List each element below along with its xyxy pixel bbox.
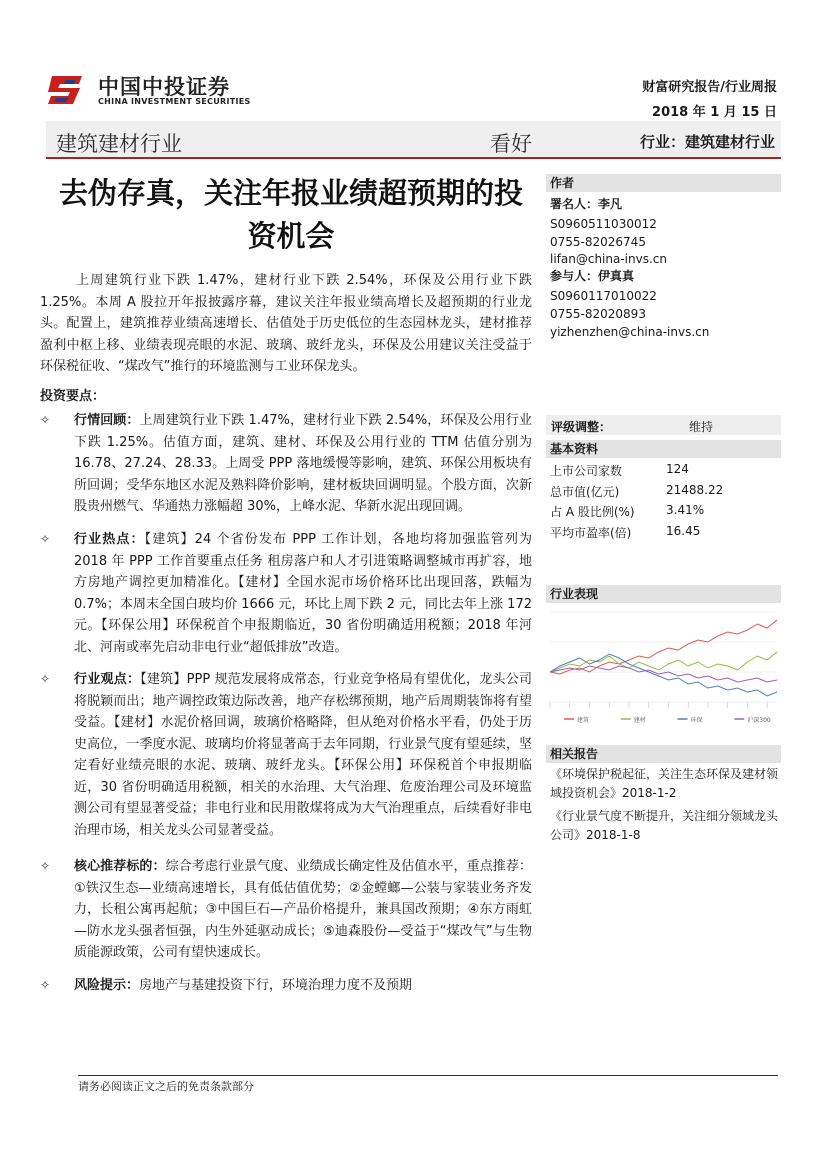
bullet-label: 风险提示： [74,978,140,993]
related-heading: 相关报告 [546,745,781,763]
series-line-环保 [550,654,777,696]
rating-label: 评级调整： [551,420,612,434]
diamond-bullet-icon: ✧ [40,859,51,873]
footer-divider [78,1075,778,1076]
company-logo [46,70,251,110]
related-report-1[interactable]: 《环境保护税起征，关注生态环保及建材领域投资机会》2018-1-2 [550,767,779,800]
fact-label-company-count: 上市公司家数 [550,464,623,478]
investment-points-heading: 投资要点： [40,389,106,404]
fact-value-a-share-ratio: 3.41% [666,503,705,517]
rating-value: 维持 [689,420,714,434]
series-line-沪深300 [550,666,777,682]
legend-label: 建筑 [577,717,590,724]
fact-label-a-share-ratio: 占 A 股比例(%) [550,505,635,519]
chart-heading: 行业表现 [546,585,781,603]
bullet-text: 【建筑】24 个省份发布 PPP 工作计划，各地均将加强监管列为 2018 年 PPP 工作首要重点任务 租房落户和人才引进策略调整城市再扩容，地方房地产调控更加精准化。【建材】全国水泥市场价格环比出现回落，跌幅为 0.7%；本周末全国白玻均价 1666 元，环比上周下跌 2 元，同比去年上涨 172 元。【环保公用】环保税首个申报期临近，30 省份明确适用税额；2018 年河北、河南或率先启动非电行业“超低排放”改造。 [74,532,532,655]
bullet-text: 房地产与基建投资下行，环境治理力度不及预期 [139,978,413,993]
fact-value-market-cap: 21488.22 [666,483,724,497]
legend-label: 环保 [690,717,703,724]
basics-heading: 基本资料 [546,440,781,458]
bullet-label: 行业观点： [74,672,141,687]
bullet-text: 上周建筑行业下跌 1.47%，建材行业下跌 2.54%，环保及公用行业下跌 1.25%。估值方面，建筑、建材、环保及公用行业的 TTM 估值分别为 16.78、27.24、28.33。上周受 PPP 落地缓慢等影响，建筑、环保公用板块有所回调；受华东地区水泥及熟料降价影响，建材板块回调明显。个股方面，次新股贵州燃气、华通热力涨幅超 30%，上峰水泥、华新水泥出现回调。 [74,413,532,514]
bullet-label: 行情回顾： [74,413,140,428]
author2-email[interactable]: yizhenzhen@china-invs.cn [550,325,710,339]
related-report-2[interactable]: 《行业景气度不断提升，关注细分领域龙头公司》2018-1-8 [550,809,779,842]
fact-label-market-cap: 总市值(亿元) [550,485,620,499]
bullet-text: 综合考虑行业景气度、业绩成长确定性及估值水平，重点推荐：①铁汉生态—业绩高速增长，具有低估值优势；②金螳螂—公装与家装业务齐发力，长租公寓再起航；③中国巨石—产品价格提升，兼具国改预期；④东方雨虹—防水龙头强者恒强，内生外延驱动成长；⑤迪森股份—受益于“煤改气”与生物质能源政策，公司有望快速成长。 [74,859,532,960]
series-line-建材 [550,652,777,672]
performance-line-chart [546,604,781,732]
legend-label: 沪深300 [747,717,771,724]
diamond-bullet-icon: ✧ [40,672,51,686]
logo-mark-icon [46,72,88,106]
author2-phone: 0755-82020893 [550,307,646,321]
rating-row [546,415,781,435]
sector-name: 建筑建材行业 [56,132,182,156]
author1-phone: 0755-82026745 [550,235,646,249]
author1-email[interactable]: lifan@china-invs.cn [550,252,667,266]
sector-rating: 看好 [490,132,532,156]
author1-license: S0960511030012 [550,217,657,231]
author2-license: S0960117010022 [550,289,657,303]
bullet-text: 【建筑】PPP 规范发展将成常态，行业竞争格局有望优化，龙头公司将脱颖而出；地产调控政策边际改善，地产存松绑预期，地产后周期装饰将有望受益。【建材】水泥价格回调，玻璃价格略降，但从绝对价格水平看，仍处于历史高位，一季度水泥、玻璃均价将显著高于去年同期，行业景气度有望延续，坚定看好业绩亮眼的水泥、玻璃、玻纤龙头。【环保公用】环保税首个申报期临近，30 省份明确适用税额，相关的水治理、大气治理、危废治理公司及环境监测公司有望显著受益；非电行业和民用散煤将成为大气治理重点，后续看好非电治理市场，相关龙头公司显著受益。 [74,672,532,838]
author1-name: 署名人：李凡 [550,197,623,211]
sector-band [46,121,781,159]
diamond-bullet-icon: ✧ [40,532,51,546]
report-type: 财富研究报告/行业周报 [642,80,777,95]
industry-performance-chart [546,604,781,732]
author-heading: 作者 [546,174,781,192]
report-title: 去伪存真，关注年报业绩超预期的投资机会 [58,176,523,253]
fact-label-avg-pe: 平均市盈率(倍) [550,526,632,540]
industry-label: 行业：建筑建材行业 [639,133,775,151]
report-date: 2018 年 1 月 15 日 [652,105,777,120]
bullet-label: 行业热点： [74,532,145,547]
logo-english-name: CHINA INVESTMENT SECURITIES [98,97,251,106]
fact-value-avg-pe: 16.45 [666,524,701,538]
disclaimer-note: 请务必阅读正文之后的免责条款部分 [78,1080,254,1093]
logo-chinese-name: 中国中投证券 [98,75,230,99]
diamond-bullet-icon: ✧ [40,413,51,427]
bullet-label: 核心推荐标的： [74,859,166,874]
author2-name: 参与人：伊真真 [550,269,635,283]
intro-paragraph: 上周建筑行业下跌 1.47%，建材行业下跌 2.54%，环保及公用行业下跌 1.25%。本周 A 股拉开年报披露序幕，建议关注年报业绩高增长及超预期的行业龙头。配置上，建筑推荐业绩高速增长、估值处于历史低位的生态园林龙头，建材推荐盈利中枢上移、业绩表现亮眼的水泥、玻璃、玻纤龙头，环保及公用建议关注受益于环保税征收、“煤改气”推行的环境监测与工业环保龙头。 [40,273,532,374]
legend-label: 建材 [633,717,646,724]
fact-value-company-count: 124 [666,462,689,476]
diamond-bullet-icon: ✧ [40,978,51,992]
